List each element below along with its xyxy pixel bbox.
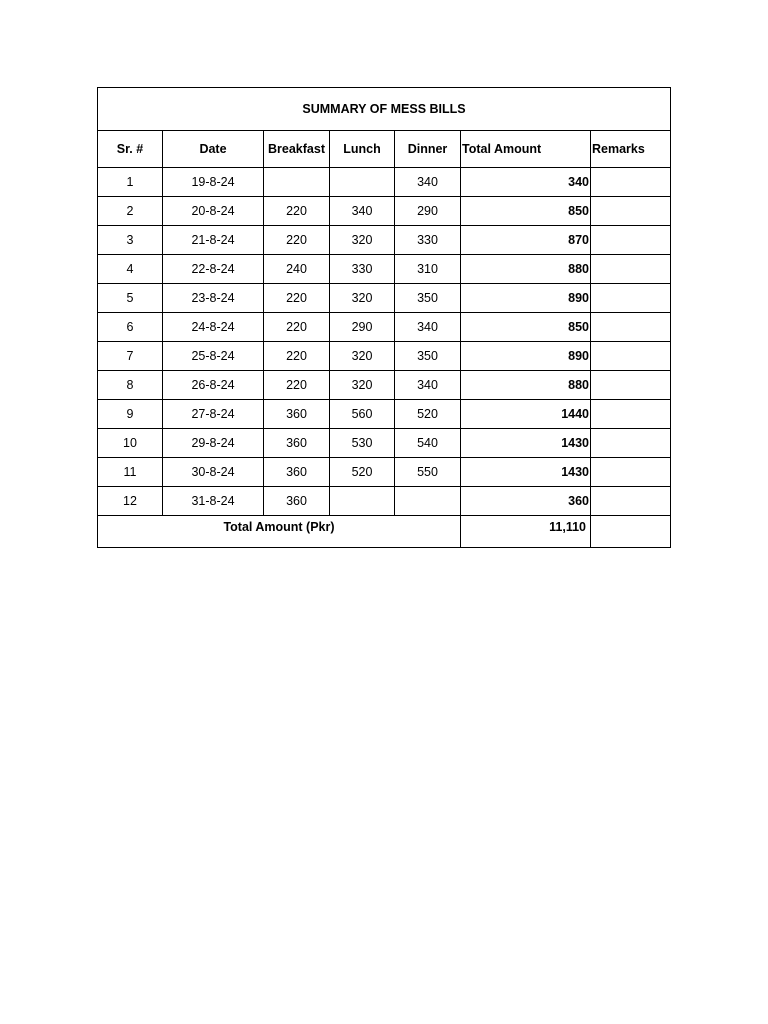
cell-dinner [395, 487, 461, 516]
table-row [98, 342, 671, 371]
mess-bill-table [97, 87, 671, 548]
cell-dinner: 290 [395, 197, 461, 226]
table-row [98, 400, 671, 429]
cell-total-amount: 880 [461, 371, 591, 400]
cell-total-amount: 1440 [461, 400, 591, 429]
table-row [98, 458, 671, 487]
cell-sr: 9 [98, 400, 163, 429]
mess-bill-body [98, 88, 671, 168]
header-breakfast: Breakfast [264, 131, 330, 168]
cell-breakfast: 360 [264, 429, 330, 458]
cell-remarks [591, 342, 671, 371]
cell-date: 27-8-24 [163, 400, 264, 429]
table-row [98, 313, 671, 342]
cell-dinner: 330 [395, 226, 461, 255]
mess-bill-sheet [97, 87, 671, 548]
cell-lunch: 520 [330, 458, 395, 487]
cell-breakfast: 220 [264, 371, 330, 400]
cell-lunch [330, 168, 395, 197]
cell-total-amount: 1430 [461, 458, 591, 487]
header-dinner: Dinner [395, 131, 461, 168]
cell-date: 24-8-24 [163, 313, 264, 342]
cell-total-amount: 880 [461, 255, 591, 284]
cell-dinner: 540 [395, 429, 461, 458]
cell-remarks [591, 458, 671, 487]
cell-date: 21-8-24 [163, 226, 264, 255]
cell-total-amount: 870 [461, 226, 591, 255]
cell-total-amount: 890 [461, 342, 591, 371]
cell-sr: 6 [98, 313, 163, 342]
cell-sr: 7 [98, 342, 163, 371]
cell-lunch: 530 [330, 429, 395, 458]
table-row [98, 371, 671, 400]
cell-remarks [591, 487, 671, 516]
cell-date: 19-8-24 [163, 168, 264, 197]
cell-breakfast: 220 [264, 313, 330, 342]
cell-lunch: 320 [330, 371, 395, 400]
cell-lunch: 290 [330, 313, 395, 342]
cell-lunch: 320 [330, 284, 395, 313]
cell-sr: 4 [98, 255, 163, 284]
cell-remarks [591, 284, 671, 313]
table-row [98, 429, 671, 458]
header-row [98, 131, 671, 168]
cell-remarks [591, 197, 671, 226]
cell-dinner: 520 [395, 400, 461, 429]
cell-lunch: 330 [330, 255, 395, 284]
cell-date: 29-8-24 [163, 429, 264, 458]
grand-total: 11,110 [461, 516, 591, 548]
cell-sr: 3 [98, 226, 163, 255]
cell-dinner: 350 [395, 284, 461, 313]
cell-breakfast: 220 [264, 284, 330, 313]
total-row [98, 516, 671, 548]
cell-dinner: 340 [395, 313, 461, 342]
table-row [98, 168, 671, 197]
header-sr: Sr. # [98, 131, 163, 168]
cell-remarks [591, 226, 671, 255]
cell-date: 31-8-24 [163, 487, 264, 516]
cell-remarks [591, 313, 671, 342]
cell-total-amount: 850 [461, 313, 591, 342]
table-row [98, 487, 671, 516]
footer-body [98, 516, 671, 548]
cell-breakfast: 220 [264, 342, 330, 371]
cell-dinner: 340 [395, 371, 461, 400]
table-row [98, 197, 671, 226]
cell-sr: 2 [98, 197, 163, 226]
header-lunch: Lunch [330, 131, 395, 168]
cell-remarks [591, 168, 671, 197]
total-label: Total Amount (Pkr) [98, 516, 461, 548]
header-total-amount: Total Amount [461, 131, 591, 168]
cell-total-amount: 360 [461, 487, 591, 516]
table-title: SUMMARY OF MESS BILLS [98, 88, 671, 131]
cell-sr: 5 [98, 284, 163, 313]
cell-remarks [591, 429, 671, 458]
cell-total-amount: 890 [461, 284, 591, 313]
cell-sr: 12 [98, 487, 163, 516]
cell-sr: 10 [98, 429, 163, 458]
table-row [98, 226, 671, 255]
cell-total-amount: 850 [461, 197, 591, 226]
cell-remarks [591, 400, 671, 429]
cell-breakfast: 220 [264, 226, 330, 255]
cell-dinner: 340 [395, 168, 461, 197]
cell-dinner: 310 [395, 255, 461, 284]
cell-sr: 1 [98, 168, 163, 197]
cell-lunch [330, 487, 395, 516]
cell-breakfast: 220 [264, 197, 330, 226]
cell-breakfast [264, 168, 330, 197]
cell-sr: 8 [98, 371, 163, 400]
cell-lunch: 320 [330, 226, 395, 255]
cell-breakfast: 360 [264, 458, 330, 487]
cell-breakfast: 240 [264, 255, 330, 284]
cell-total-amount: 1430 [461, 429, 591, 458]
cell-lunch: 320 [330, 342, 395, 371]
cell-total-amount: 340 [461, 168, 591, 197]
header-date: Date [163, 131, 264, 168]
cell-date: 23-8-24 [163, 284, 264, 313]
table-row [98, 284, 671, 313]
bill-rows [98, 168, 671, 516]
cell-breakfast: 360 [264, 400, 330, 429]
cell-lunch: 340 [330, 197, 395, 226]
cell-date: 25-8-24 [163, 342, 264, 371]
title-row [98, 88, 671, 131]
cell-remarks [591, 255, 671, 284]
cell-lunch: 560 [330, 400, 395, 429]
cell-date: 20-8-24 [163, 197, 264, 226]
table-row [98, 255, 671, 284]
cell-date: 30-8-24 [163, 458, 264, 487]
cell-breakfast: 360 [264, 487, 330, 516]
cell-remarks [591, 371, 671, 400]
cell-date: 26-8-24 [163, 371, 264, 400]
cell-dinner: 350 [395, 342, 461, 371]
cell-date: 22-8-24 [163, 255, 264, 284]
cell-dinner: 550 [395, 458, 461, 487]
total-remarks [591, 516, 671, 548]
cell-sr: 11 [98, 458, 163, 487]
header-remarks: Remarks [591, 131, 671, 168]
